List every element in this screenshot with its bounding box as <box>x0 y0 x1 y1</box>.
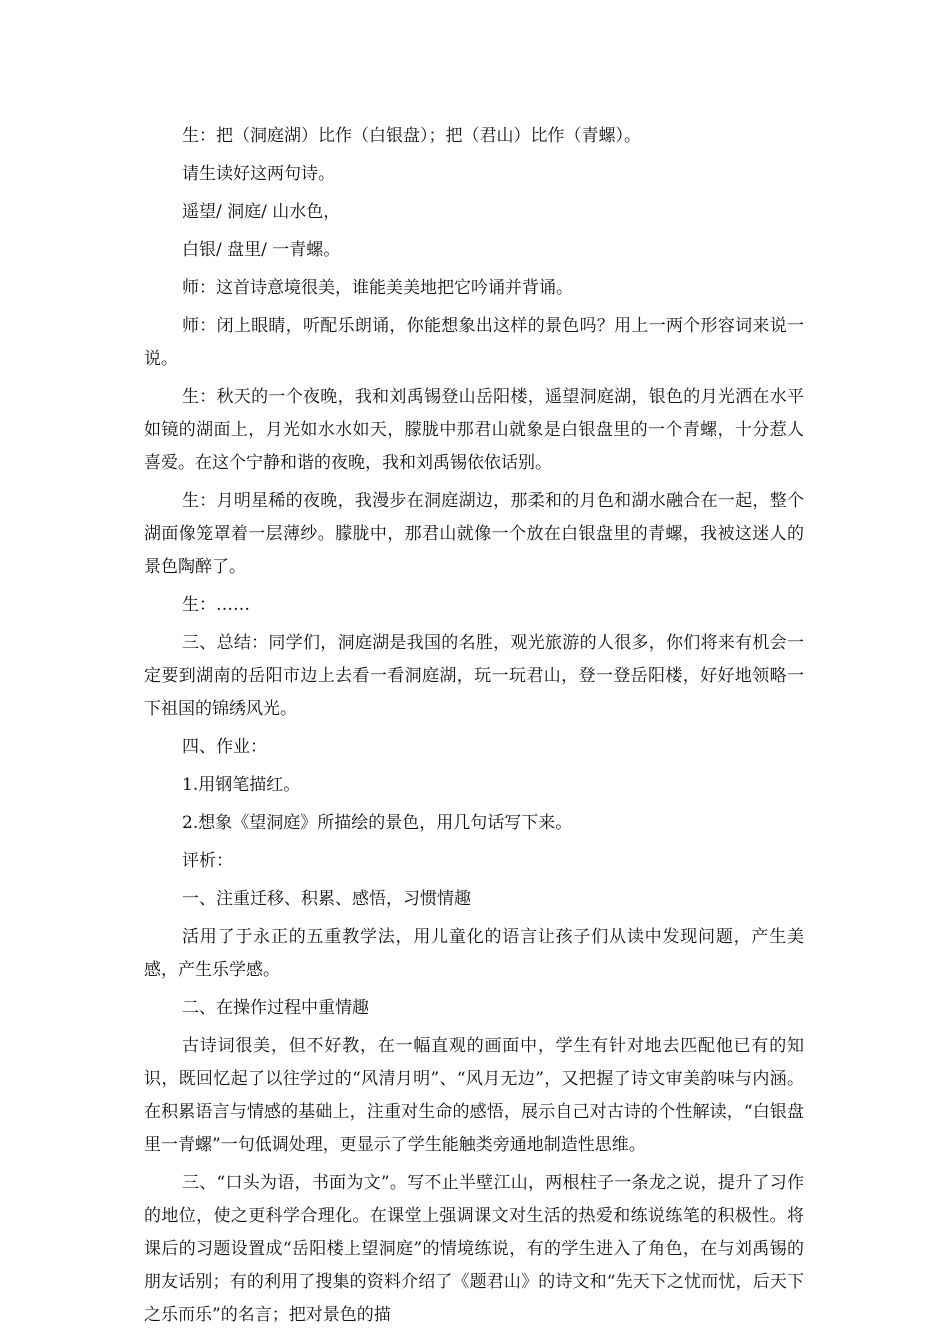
paragraph-teacher-imagine: 师：闭上眼睛，听配乐朗诵，你能想象出这样的景色吗？用上一两个形容词来说一说。 <box>144 316 804 369</box>
paragraph-homework-heading: 四、作业： <box>182 737 267 757</box>
paragraph-analysis-point-2-body: 古诗词很美，但不好教，在一幅直观的画面中，学生有针对地去匹配他已有的知识，既回忆起了以往学过的“风清月明”、“风月无边”，又把握了诗文审美韵味与内涵。在积累语言与情感的基础上，注重对生命的感悟，展示自己对古诗的个性解读，“白银盘里一青螺”一句低调处理，更显示了学生能触类旁通地制造性思维。 <box>144 1036 804 1155</box>
paragraph-homework-item-2: 2.想象《望洞庭》所描绘的景色，用几句话写下来。 <box>182 813 573 833</box>
paragraph-student-answer-metaphor: 生：把（洞庭湖）比作（白银盘）；把（君山）比作（青螺）。 <box>182 126 641 146</box>
paragraph-analysis-point-2-heading: 二、在操作过程中重情趣 <box>182 998 369 1018</box>
paragraph-poem-line-2: 白银/ 盘里/ 一青螺。 <box>182 240 341 260</box>
paragraph-analysis-heading: 评析： <box>182 851 233 871</box>
paragraph-analysis-point-3: 三、“口头为语，书面为文”。写不止半壁江山，两根柱子一条龙之说，提升了习作的地位，使之更科学合理化。在课堂上强调课文对生活的热爱和练说练笔的积极性。将课后的习题设置成“岳阳楼上望洞庭”的情境练说，有的学生进入了角色，在与刘禹锡的朋友话别；有的利用了搜集的资料介绍了《题君山》的诗文和“先天下之忧而忧，后天下之乐而乐”的名言；把对景色的描 <box>144 1173 804 1325</box>
paragraph-homework-item-1: 1.用钢笔描红。 <box>182 775 301 795</box>
paragraph-student-ellipsis: 生：…… <box>182 595 250 615</box>
document-body <box>144 120 804 1337</box>
paragraph-teacher-recite: 师：这首诗意境很美，谁能美美地把它吟诵并背诵。 <box>182 278 573 298</box>
paragraph-analysis-point-1-heading: 一、注重迁移、积累、感悟，习惯情趣 <box>182 889 471 909</box>
paragraph-summary: 三、总结：同学们，洞庭湖是我国的名胜，观光旅游的人很多，你们将来有机会一定要到湖南的岳阳市边上去看一看洞庭湖，玩一玩君山，登一登岳阳楼，好好地领略一下祖国的锦绣风光。 <box>144 633 804 719</box>
paragraph-student-autumn-night: 生：秋天的一个夜晚，我和刘禹锡登山岳阳楼，遥望洞庭湖，银色的月光洒在水平如镜的湖面上，月光如水水如天，朦胧中那君山就象是白银盘里的一个青螺，十分惹人喜爱。在这个宁静和谐的夜晚，我和刘禹锡依依话别。 <box>144 387 804 473</box>
paragraph-poem-line-1: 遥望/ 洞庭/ 山水色， <box>182 202 341 222</box>
paragraph-read-instruction: 请生读好这两句诗。 <box>182 164 335 184</box>
paragraph-student-moonlit-night: 生：月明星稀的夜晚，我漫步在洞庭湖边，那柔和的月色和湖水融合在一起，整个湖面像笼罩着一层薄纱。朦胧中，那君山就像一个放在白银盘里的青螺，我被这迷人的景色陶醉了。 <box>144 491 804 577</box>
paragraph-analysis-point-1-body: 活用了于永正的五重教学法，用儿童化的语言让孩子们从读中发现问题，产生美感，产生乐学感。 <box>144 927 804 980</box>
